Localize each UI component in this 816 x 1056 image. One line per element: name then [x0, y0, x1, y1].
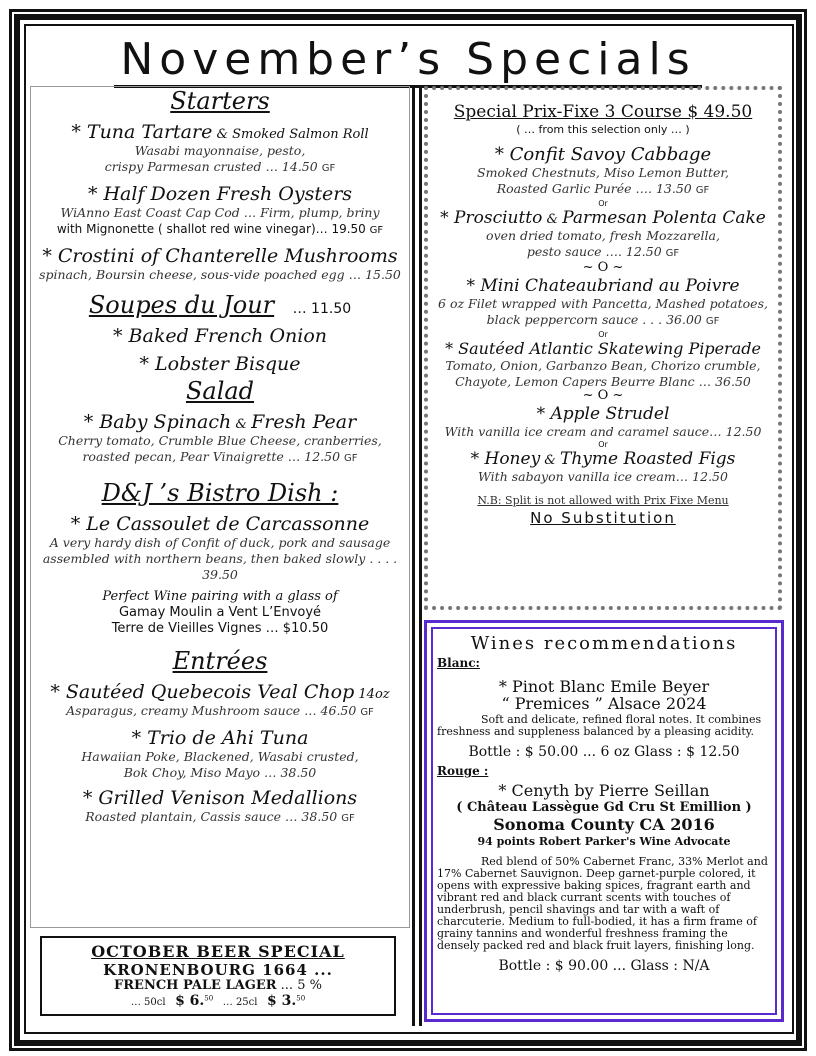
blanc-wine-desc: Soft and delicate, refined floral notes. It combines freshness and suppleness balanced by a pleasing acidity. — [437, 713, 762, 738]
rouge-label: Rouge : — [437, 764, 489, 778]
blanc-wine-vintage: “ Premices ” Alsace 2024 — [501, 694, 707, 713]
column-divider — [412, 86, 422, 1026]
starters-heading: Starters — [170, 87, 270, 115]
entree-item-veal: * Sautéed Quebecois Veal Chop 14oz Asparagus, creamy Mushroom sauce … 46.50 GF — [50, 681, 390, 718]
or-separator: Or — [598, 199, 608, 208]
starter-item-tuna: * Tuna Tartare & Smoked Salmon Roll Wasabi mayonnaise, pesto, crispy Parmesan crusted … 14.50 GF — [71, 121, 369, 174]
prix-item-skatewing: * Sautéed Atlantic Skatewing Piperade Tomato, Onion, Garbanzo Bean, Chorizo crumble, Chayote, Lemon Capers Beurre Blanc … 36.50 — [445, 339, 761, 389]
prix-item-chateaubriand: * Mini Chateaubriand au Poivre 6 oz Filet wrapped with Pancetta, Mashed potatoes, black peppercorn sauce . . . 36.00 GF — [438, 276, 768, 327]
wines-heading: Wines recommendations — [470, 633, 738, 654]
prix-item-cabbage: * Confit Savoy Cabbage Smoked Chestnuts, Miso Lemon Butter, Roasted Garlic Purée …. 13.50 GF — [477, 144, 729, 196]
blanc-wine-name: * Pinot Blanc Emile Beyer — [498, 677, 710, 696]
soupes-heading: Soupes du Jour … 11.50 — [88, 291, 352, 319]
wines-box — [424, 620, 784, 1022]
beer-name: KRONENBOURG 1664 ... — [103, 961, 333, 979]
or-separator: Or — [598, 330, 608, 339]
beer-type: FRENCH PALE LAGER ... 5 % — [114, 978, 322, 993]
bistro-item: * Le Cassoulet de Carcassonne A very hardy dish of Confit of duck, pork and sausage assembled with northern beans, then baked slowly . . . . 39.50 Perfect Wine pairing with a glass of Gamay Moulin a Vent L’Envoyé Terre de Vieilles Vignes … $10.50 — [42, 513, 398, 636]
beer-prices: … 50cl $ 6.50 … 25cl $ 3.50 — [130, 993, 306, 1009]
course-separator: ~ O ~ — [582, 388, 624, 403]
starter-item-oysters: * Half Dozen Fresh Oysters WiAnno East Coast Cap Cod … Firm, plump, briny with Mignonette ( shallot red wine vinegar)… 19.50 GF — [56, 183, 384, 236]
rouge-wine-price: Bottle : $ 90.00 ... Glass : N/A — [498, 958, 710, 974]
no-substitution: No Substitution — [530, 509, 676, 527]
or-separator: Or — [598, 440, 608, 449]
salad-heading: Salad — [185, 377, 255, 405]
rouge-wine-name: * Cenyth by Pierre Seillan — [498, 781, 710, 800]
prix-fixe-heading: Special Prix-Fixe 3 Course $ 49.50 — [453, 102, 753, 122]
entree-item-venison: * Grilled Venison Medallions Roasted plantain, Cassis sauce … 38.50 GF — [82, 787, 358, 824]
prix-item-strudel: * Apple Strudel With vanilla ice cream and caramel sauce… 12.50 — [444, 404, 762, 439]
soup-item-bisque: * Lobster Bisque — [139, 353, 301, 375]
course-separator: ~ O ~ — [582, 260, 624, 275]
beer-title: OCTOBER BEER SPECIAL — [91, 942, 345, 961]
split-note: N.B: Split is not allowed with Prix Fixe Menu — [477, 494, 729, 507]
rouge-wine-desc: Red blend of 50% Cabernet Franc, 33% Merlot and 17% Cabernet Sauvignon. Deep garnet-purple colored, it opens with expressive baking spices, fragrant earth and vibrant red and black currant scents with touches of underbrush, pencil shavings and tar with a waft of charcuterie. Medium to full-bodied, it has a firm frame of grainy tannins and wonderful freshness framing the densely packed red and black fruit layers, finishing long. — [437, 855, 768, 952]
salad-item: * Baby Spinach & Fresh Pear Cherry tomato, Crumble Blue Cheese, cranberries, roasted pecan, Pear Vinaigrette … 12.50 GF — [58, 411, 382, 464]
rouge-wine-region: Sonoma County CA 2016 — [493, 815, 715, 834]
prix-fixe-box — [424, 86, 782, 610]
rouge-wine-points: 94 points Robert Parker's Wine Advocate — [477, 835, 731, 848]
prix-item-figs: * Honey & Thyme Roasted Figs With sabayon vanilla ice cream… 12.50 — [470, 449, 736, 484]
left-menu-column — [30, 86, 410, 928]
prix-item-polenta: * Prosciutto & Parmesan Polenta Cake oven dried tomato, fresh Mozzarella, pesto sauce …. 12.50 GF — [440, 208, 766, 259]
prix-fixe-sub: ( … from this selection only … ) — [516, 123, 690, 136]
blanc-label: Blanc: — [437, 656, 480, 670]
blanc-wine-price: Bottle : $ 50.00 ... 6 oz Glass : $ 12.50 — [468, 744, 740, 760]
entrees-heading: Entrées — [172, 647, 268, 675]
page-title: November’s Specials — [0, 34, 816, 85]
entree-item-ahi: * Trio de Ahi Tuna Hawaiian Poke, Blackened, Wasabi crusted, Bok Choy, Miso Mayo … 38.50 — [81, 727, 359, 780]
bistro-heading: D&J ’s Bistro Dish : — [101, 479, 339, 507]
soup-item-onion: * Baked French Onion — [112, 325, 328, 347]
rouge-wine-chateau: ( Château Lassègue Gd Cru St Emillion ) — [456, 800, 752, 815]
beer-special-box — [40, 936, 396, 1016]
starter-item-crostini: * Crostini of Chanterelle Mushrooms spinach, Boursin cheese, sous-vide poached egg … 15.50 — [39, 245, 401, 282]
